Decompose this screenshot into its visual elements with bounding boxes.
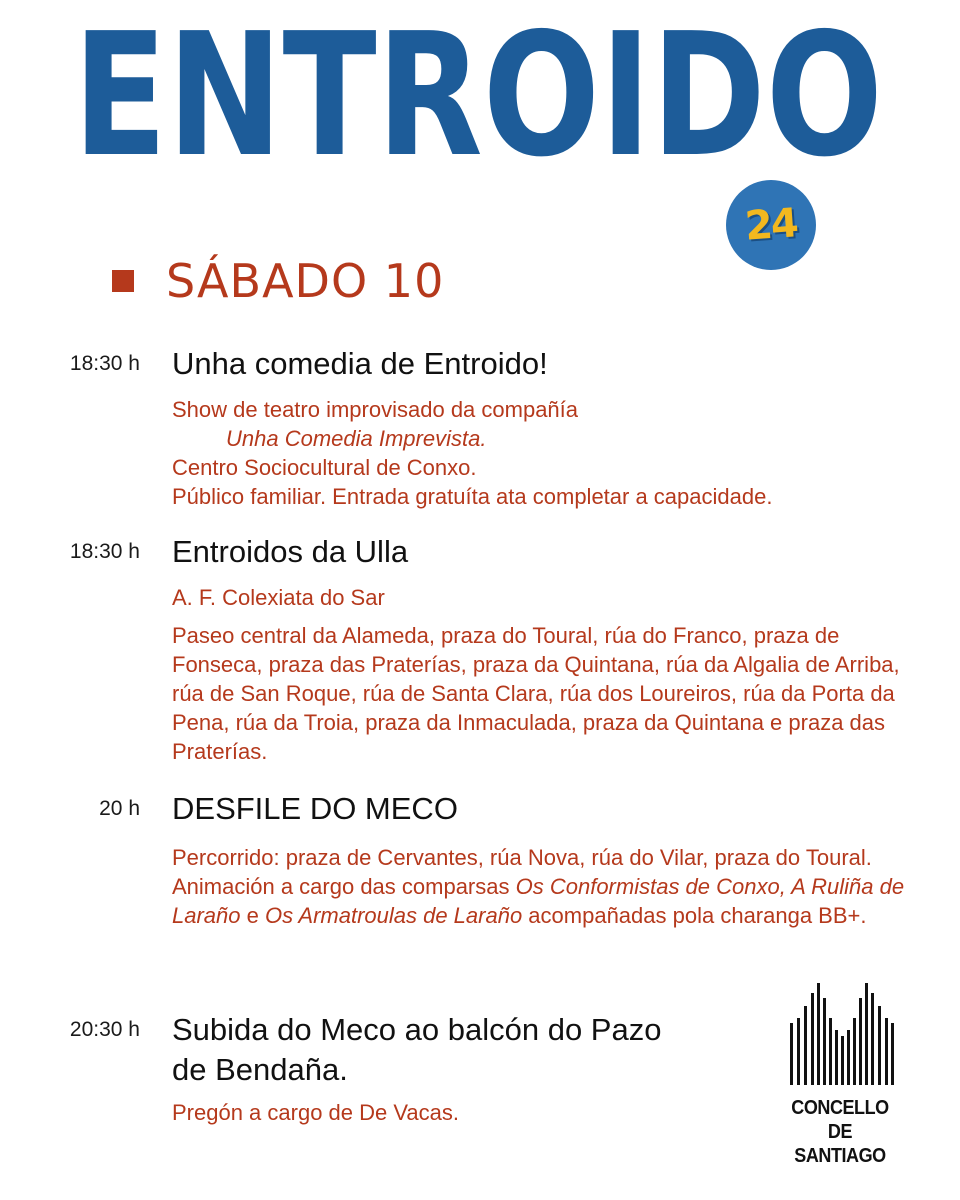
desc-animation: Animación a cargo das comparsas Os Conformistas de Conxo, A Ruliña de Laraño e Os Armatroulas de Laraño acompañadas pola charanga BB+. — [172, 874, 905, 928]
event-title: Entroidos da Ulla — [172, 534, 409, 569]
header — [0, 0, 960, 260]
year-badge — [726, 180, 816, 270]
desc-line: Unha Comedia Imprevista. — [226, 426, 487, 451]
desc-route: Paseo central da Alameda, praza do Toural, rúa do Franco, praza de Fonseca, praza das Praterías, praza da Quintana, rúa da Algalia de Arriba, rúa de San Roque, rúa de Santa Clara, rúa dos Loureiros, rúa da Porta da Pena, rúa da Troia, praza da Inmaculada, praza da Quintana e praza das Praterías. — [172, 623, 900, 764]
cathedral-icon — [770, 978, 910, 1093]
event-title-line: Subida do Meco ao balcón do Pazo — [172, 1012, 662, 1047]
square-bullet-icon — [112, 270, 134, 292]
entroido-title — [68, 22, 888, 172]
event-description — [172, 395, 922, 511]
event-description — [172, 843, 922, 930]
year-badge-text: 24 — [743, 200, 799, 250]
desc-route: Percorrido: praza de Cervantes, rúa Nova, rúa do Vilar, praza do Toural. — [172, 845, 872, 870]
day-label: SÁBADO 10 — [166, 254, 445, 308]
event-title-line: de Bendaña. — [172, 1052, 348, 1087]
title-text: ENTROIDO — [73, 22, 883, 172]
concello-logo — [770, 978, 910, 1167]
event-time: 18:30 h — [69, 540, 140, 563]
event-title: Unha comedia de Entroido! — [172, 346, 548, 381]
event-title: DESFILE DO MECO — [172, 791, 458, 826]
logo-text: CONCELLO DE SANTIAGO — [791, 1097, 889, 1167]
desc-line: Público familiar. Entrada gratuíta ata completar a capacidade. — [172, 484, 773, 509]
desc-line: Centro Sociocultural de Conxo. — [172, 455, 477, 480]
event-time: 20:30 h — [69, 1018, 140, 1041]
event-title — [172, 1010, 732, 1090]
desc-line: Show de teatro improvisado da compañía — [172, 397, 579, 422]
event-time: 20 h — [99, 797, 140, 820]
day-heading — [112, 254, 444, 308]
event-time: 18:30 h — [69, 352, 140, 375]
desc-line: A. F. Colexiata do Sar — [172, 585, 385, 610]
event-description — [172, 583, 922, 766]
desc-line: Pregón a cargo de De Vacas. — [172, 1100, 459, 1125]
